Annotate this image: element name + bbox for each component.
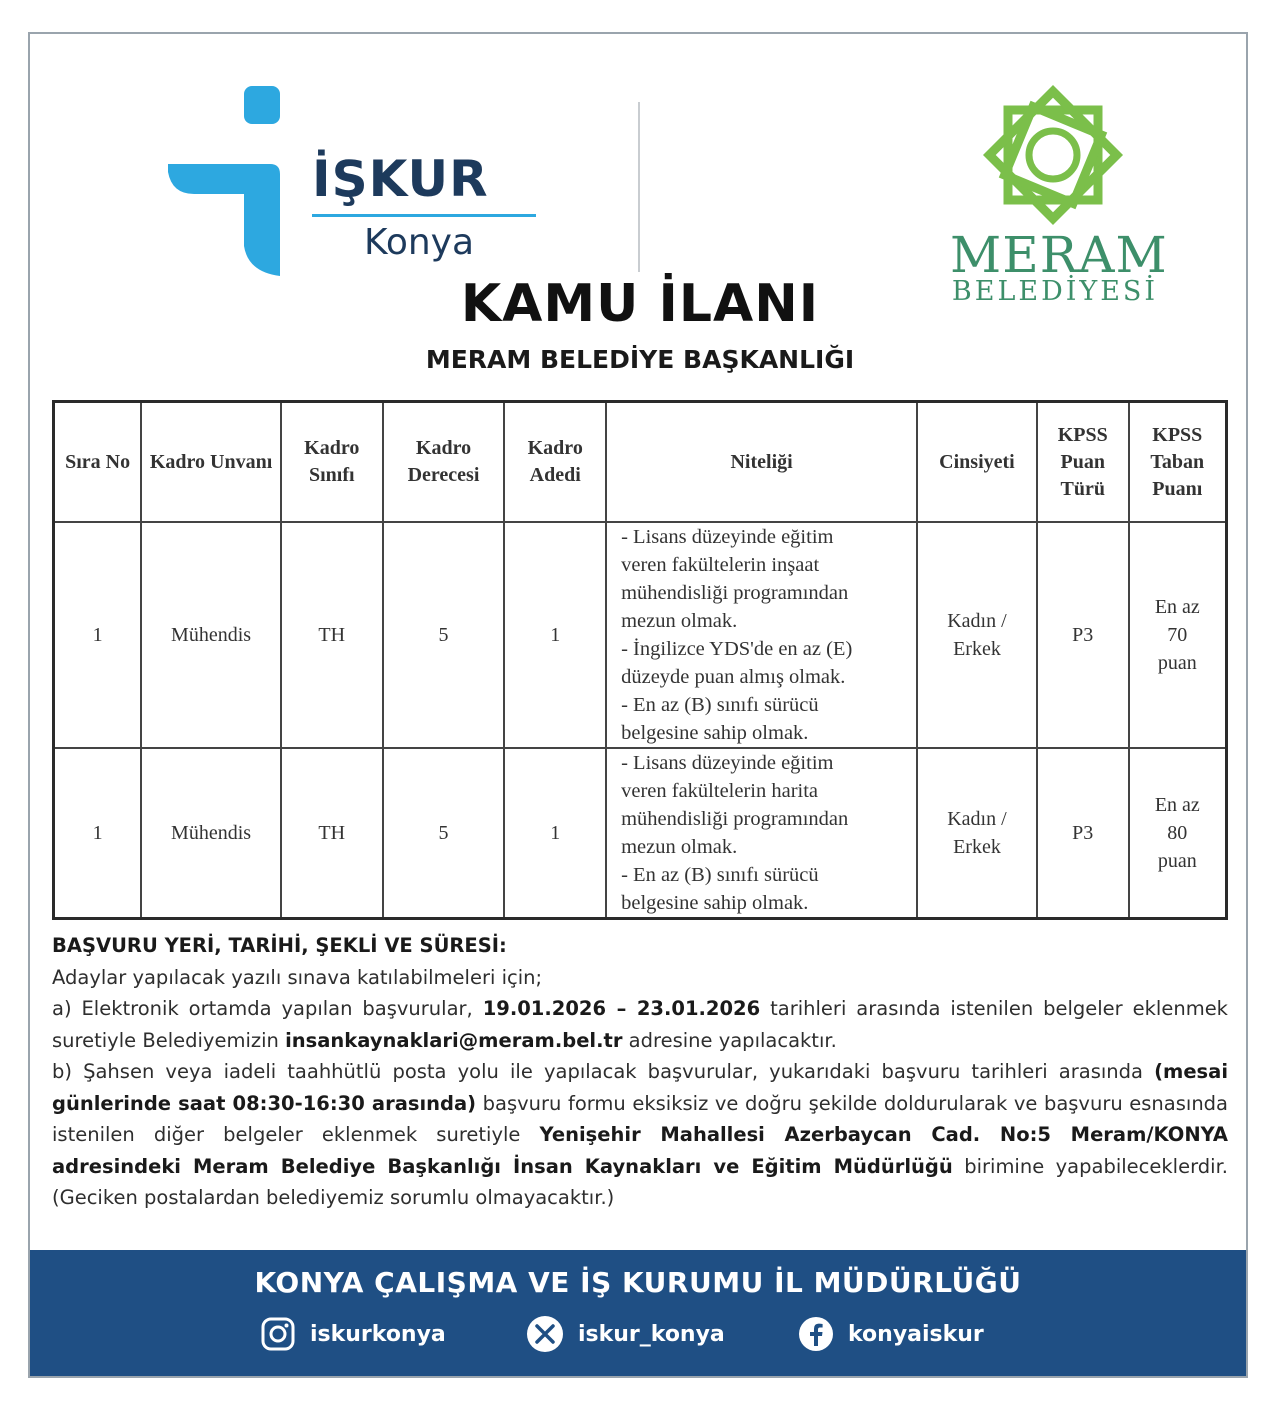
cell-puan-turu: P3 — [1037, 522, 1129, 748]
cell-taban: En az 80 puan — [1129, 748, 1227, 919]
nitelik-line: mezun olmak. — [621, 610, 738, 632]
table-header-row — [54, 402, 1227, 523]
col-sinif: Kadro Sınıfı — [281, 402, 383, 523]
application-section — [52, 930, 1228, 1214]
positions-table — [52, 400, 1228, 920]
page-title: KAMU İLANI — [460, 274, 820, 334]
cell-nitelik — [606, 522, 917, 748]
a-text-1: a) Elektronik ortamda yapılan başvurular, — [52, 997, 483, 1020]
application-address: Yenişehir Mahallesi Azerbaycan Cad. No:5 Meram/KONYA adresindeki Meram Belediye Başkanlığı İnsan Kaynakları ve Eğitim Müdürlüğü — [52, 1123, 1228, 1178]
cell-taban: En az 70 puan — [1129, 522, 1227, 748]
application-item-a — [52, 993, 1228, 1056]
cell-adet: 1 — [504, 748, 606, 919]
col-adet: Kadro Adedi — [504, 402, 606, 523]
facebook-handle: konyaiskur — [848, 1321, 984, 1347]
col-unvan: Kadro Unvanı — [141, 402, 281, 523]
nitelik-line: veren fakültelerin harita — [621, 780, 819, 802]
instagram-handle: iskurkonya — [310, 1321, 446, 1347]
b-text-3: birimine yapabileceklerdir. (Geciken postalardan belediyemiz sorumlu olmayacaktır.) — [52, 1154, 1228, 1209]
application-dates: 19.01.2026 – 23.01.2026 — [482, 997, 761, 1020]
application-item-b — [52, 1056, 1228, 1214]
iskur-underline — [312, 214, 536, 217]
footer-title: KONYA ÇALIŞMA VE İŞ KURUMU İL MÜDÜRLÜĞÜ — [254, 1266, 1022, 1299]
nitelik-line: - En az (B) sınıfı sürücü — [621, 694, 819, 716]
cell-puan-turu: P3 — [1037, 748, 1129, 919]
nitelik-line: mühendisliği programından — [621, 808, 849, 830]
facebook-link[interactable] — [798, 1314, 984, 1354]
x-icon — [526, 1315, 564, 1353]
application-heading: BAŞVURU YERİ, TARİHİ, ŞEKLİ VE SÜRESİ: — [52, 934, 507, 957]
nitelik-line: düzeyde puan almış olmak. — [621, 666, 846, 688]
nitelik-line: belgesine sahip olmak. — [621, 892, 809, 914]
col-taban: KPSS Taban Puanı — [1129, 402, 1227, 523]
meram-brand: MERAM — [950, 226, 1168, 284]
cell-unvan: Mühendis — [141, 748, 281, 919]
cell-sinif: TH — [281, 522, 383, 748]
iskur-city: Konya — [364, 222, 475, 263]
footer-banner — [30, 1250, 1246, 1376]
cell-cinsiyet: Kadın / Erkek — [917, 748, 1037, 919]
cell-adet: 1 — [504, 522, 606, 748]
nitelik-line: mezun olmak. — [621, 836, 738, 858]
x-link[interactable] — [526, 1314, 725, 1354]
col-sira: Sıra No — [54, 402, 142, 523]
col-derece: Kadro Derecesi — [383, 402, 505, 523]
cell-unvan: Mühendis — [141, 522, 281, 748]
instagram-link[interactable] — [260, 1314, 446, 1354]
cell-derece: 5 — [383, 522, 505, 748]
meram-star-icon — [980, 82, 1126, 228]
a-text-2: tarihleri arasında istenilen belgeler eklenmek suretiyle Belediyemizin — [52, 997, 1228, 1052]
cell-sira: 1 — [54, 522, 142, 748]
page-subtitle: MERAM BELEDİYE BAŞKANLIĞI — [425, 345, 855, 374]
nitelik-line: - En az (B) sınıfı sürücü — [621, 864, 819, 886]
facebook-icon — [798, 1316, 834, 1352]
instagram-icon — [260, 1316, 296, 1352]
a-text-3: adresine yapılacaktır. — [622, 1028, 837, 1052]
cell-cinsiyet: Kadın / Erkek — [917, 522, 1037, 748]
cell-derece: 5 — [383, 748, 505, 919]
nitelik-line: - İngilizce YDS'de en az (E) — [621, 638, 853, 660]
col-puan-turu: KPSS Puan Türü — [1037, 402, 1129, 523]
b-text-2: başvuru formu eksiksiz ve doğru şekilde doldurularak ve başvuru esnasında istenilen diğer belgeler eklenmek suretiyle — [52, 1091, 1229, 1146]
nitelik-line: belgesine sahip olmak. — [621, 722, 809, 744]
meram-brand-sub: BELEDİYESİ — [951, 276, 1159, 307]
col-cinsiyet: Cinsiyeti — [917, 402, 1037, 523]
table-row — [54, 522, 1227, 748]
col-nitelik: Niteliği — [606, 402, 917, 523]
b-text-1: b) Şahsen veya iadeli taahhütlü posta yolu ile yapılacak başvurular, yukarıdaki başvuru tarihleri arasında — [52, 1060, 1155, 1083]
application-intro: Adaylar yapılacak yazılı sınava katılabilmeleri için; — [52, 965, 543, 989]
x-handle: iskur_konya — [578, 1321, 725, 1347]
nitelik-line: - Lisans düzeyinde eğitim — [621, 526, 834, 548]
nitelik-line: - Lisans düzeyinde eğitim — [621, 752, 834, 774]
iskur-brand: İŞKUR — [312, 150, 489, 208]
nitelik-line: mühendisliği programından — [621, 582, 849, 604]
application-hours: (mesai günlerinde saat 08:30-16:30 arasında) — [52, 1060, 1228, 1115]
cell-sinif: TH — [281, 748, 383, 919]
nitelik-line: veren fakültelerin inşaat — [621, 554, 820, 576]
header-divider — [638, 102, 640, 272]
cell-nitelik — [606, 748, 917, 919]
table-row — [54, 748, 1227, 919]
application-email[interactable]: insankaynaklari@meram.bel.tr — [285, 1028, 623, 1052]
cell-sira: 1 — [54, 748, 142, 919]
